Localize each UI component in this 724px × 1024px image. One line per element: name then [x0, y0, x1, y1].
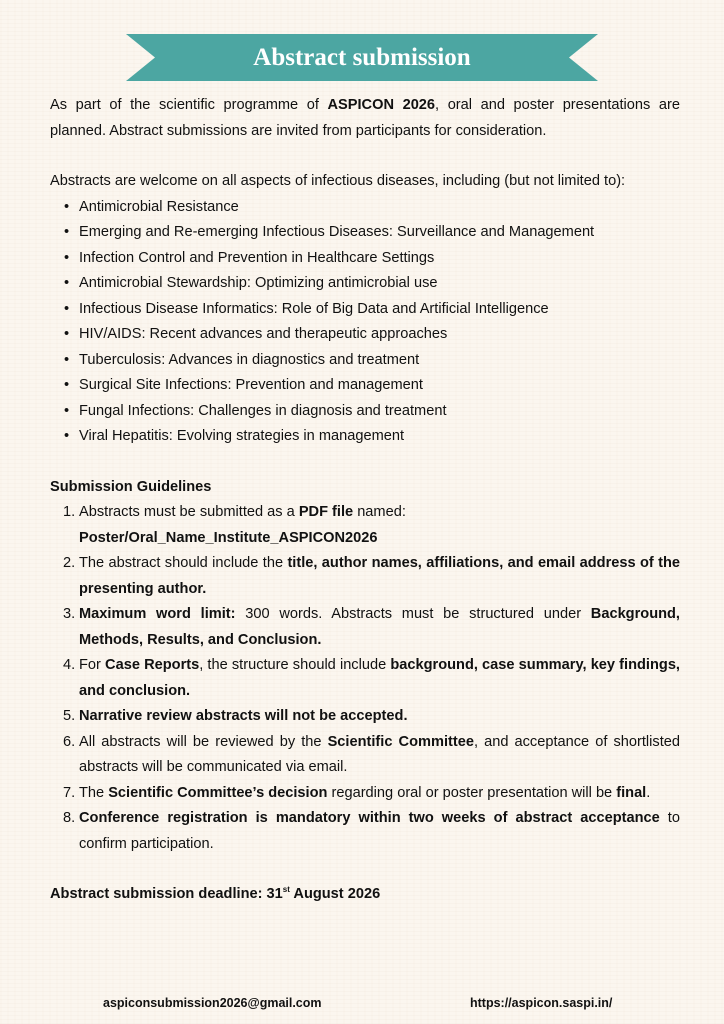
document-body — [50, 93, 680, 908]
item-number: 8. — [63, 810, 76, 826]
topic-item: • Infection Control and Prevention in Healthcare Settings — [79, 246, 680, 272]
file-name-format: Poster/Oral_Name_Institute_ASPICON2026 — [79, 529, 378, 546]
guideline-item-8 — [50, 806, 680, 857]
guideline-bold: final — [616, 784, 647, 801]
guideline-text: For — [79, 657, 106, 673]
guideline-bold: background, case summary, key findings, and conclusion. — [79, 657, 680, 699]
guideline-text: All abstracts will be reviewed by the — [79, 733, 328, 750]
guideline-text: 300 words. Abstracts must be structured under — [235, 606, 591, 622]
guideline-bold: Scientific Committee — [327, 733, 474, 750]
guideline-text: The abstract should include the — [79, 555, 288, 571]
topic-item: • Viral Hepatitis: Evolving strategies in management — [79, 424, 680, 450]
guideline-text: Abstracts must be submitted as a — [79, 504, 299, 520]
item-number: 4. — [63, 657, 76, 673]
submission-deadline — [50, 882, 680, 908]
guidelines-list — [50, 500, 680, 857]
intro-paragraph — [50, 93, 680, 144]
guideline-item-6 — [50, 730, 680, 781]
topic-item: • Infectious Disease Informatics: Role of Big Data and Artificial Intelligence — [79, 297, 680, 323]
guideline-text: , the structure should include — [199, 657, 391, 673]
title-banner — [126, 34, 598, 81]
item-number: 5. — [63, 708, 76, 724]
conference-name: ASPICON 2026 — [327, 97, 436, 113]
topic-item: • Fungal Infections: Challenges in diagnosis and treatment — [79, 399, 680, 425]
guideline-item-7 — [50, 781, 680, 807]
guideline-text: , and acceptance of shortlisted abstracts will be communicated via email. — [79, 733, 680, 775]
ordinal-suffix: st — [282, 885, 290, 894]
item-number: 1. — [63, 504, 76, 520]
guideline-text: named: — [353, 504, 406, 520]
item-number: 7. — [63, 784, 76, 801]
page-title: Abstract submission — [253, 43, 471, 71]
topic-item: • Antimicrobial Resistance — [79, 195, 680, 221]
guideline-bold: title, author names, affiliations, and email address of the presenting author. — [79, 555, 680, 597]
contact-email-link[interactable]: aspiconsubmission2026@gmail.com — [103, 996, 322, 1010]
deadline-date: August 2026 — [289, 886, 381, 902]
guideline-bold: Scientific Committee’s decision — [108, 784, 328, 801]
item-number: 2. — [63, 555, 76, 571]
website-link[interactable]: https://aspicon.saspi.in/ — [470, 996, 613, 1010]
item-number: 6. — [63, 733, 76, 750]
guideline-text: . — [646, 784, 651, 801]
guideline-bold: Case Reports — [105, 657, 200, 673]
topic-item: • Surgical Site Infections: Prevention and management — [79, 373, 680, 399]
guideline-item-2 — [50, 551, 680, 602]
topic-item: • Emerging and Re-emerging Infectious Diseases: Surveillance and Management — [79, 220, 680, 246]
guideline-bold: Narrative review abstracts will not be accepted. — [79, 708, 408, 724]
guideline-item-1 — [50, 500, 680, 551]
guideline-bold: Background, Methods, Results, and Conclusion. — [79, 606, 680, 648]
guideline-text: The — [79, 784, 109, 801]
intro-text-cont: , oral and poster presentations are planned. Abstract submissions are invited from participants for consideration. — [50, 97, 680, 139]
topics-list — [50, 195, 680, 450]
intro-text: As part of the scientific programme of — [50, 97, 328, 113]
guideline-item-3 — [50, 602, 680, 653]
guideline-bold: Maximum word limit: — [79, 606, 236, 622]
topic-item: • Antimicrobial Stewardship: Optimizing antimicrobial use — [79, 271, 680, 297]
topic-item: • Tuberculosis: Advances in diagnostics and treatment — [79, 348, 680, 374]
guidelines-heading: Submission Guidelines — [50, 478, 212, 495]
guideline-bold: Conference registration is mandatory within two weeks of abstract acceptance — [79, 810, 660, 826]
guideline-bold: PDF file — [298, 504, 354, 520]
guideline-item-4 — [50, 653, 680, 704]
deadline-label: Abstract submission deadline: 31 — [50, 886, 283, 902]
topics-lead: Abstracts are welcome on all aspects of infectious diseases, including (but not limited to): — [50, 173, 626, 189]
guideline-item-5 — [50, 704, 680, 730]
topic-item: • HIV/AIDS: Recent advances and therapeutic approaches — [79, 322, 680, 348]
guideline-text: to confirm participation. — [79, 810, 680, 852]
item-number: 3. — [63, 606, 76, 622]
guideline-text: regarding oral or poster presentation will be — [327, 784, 617, 801]
